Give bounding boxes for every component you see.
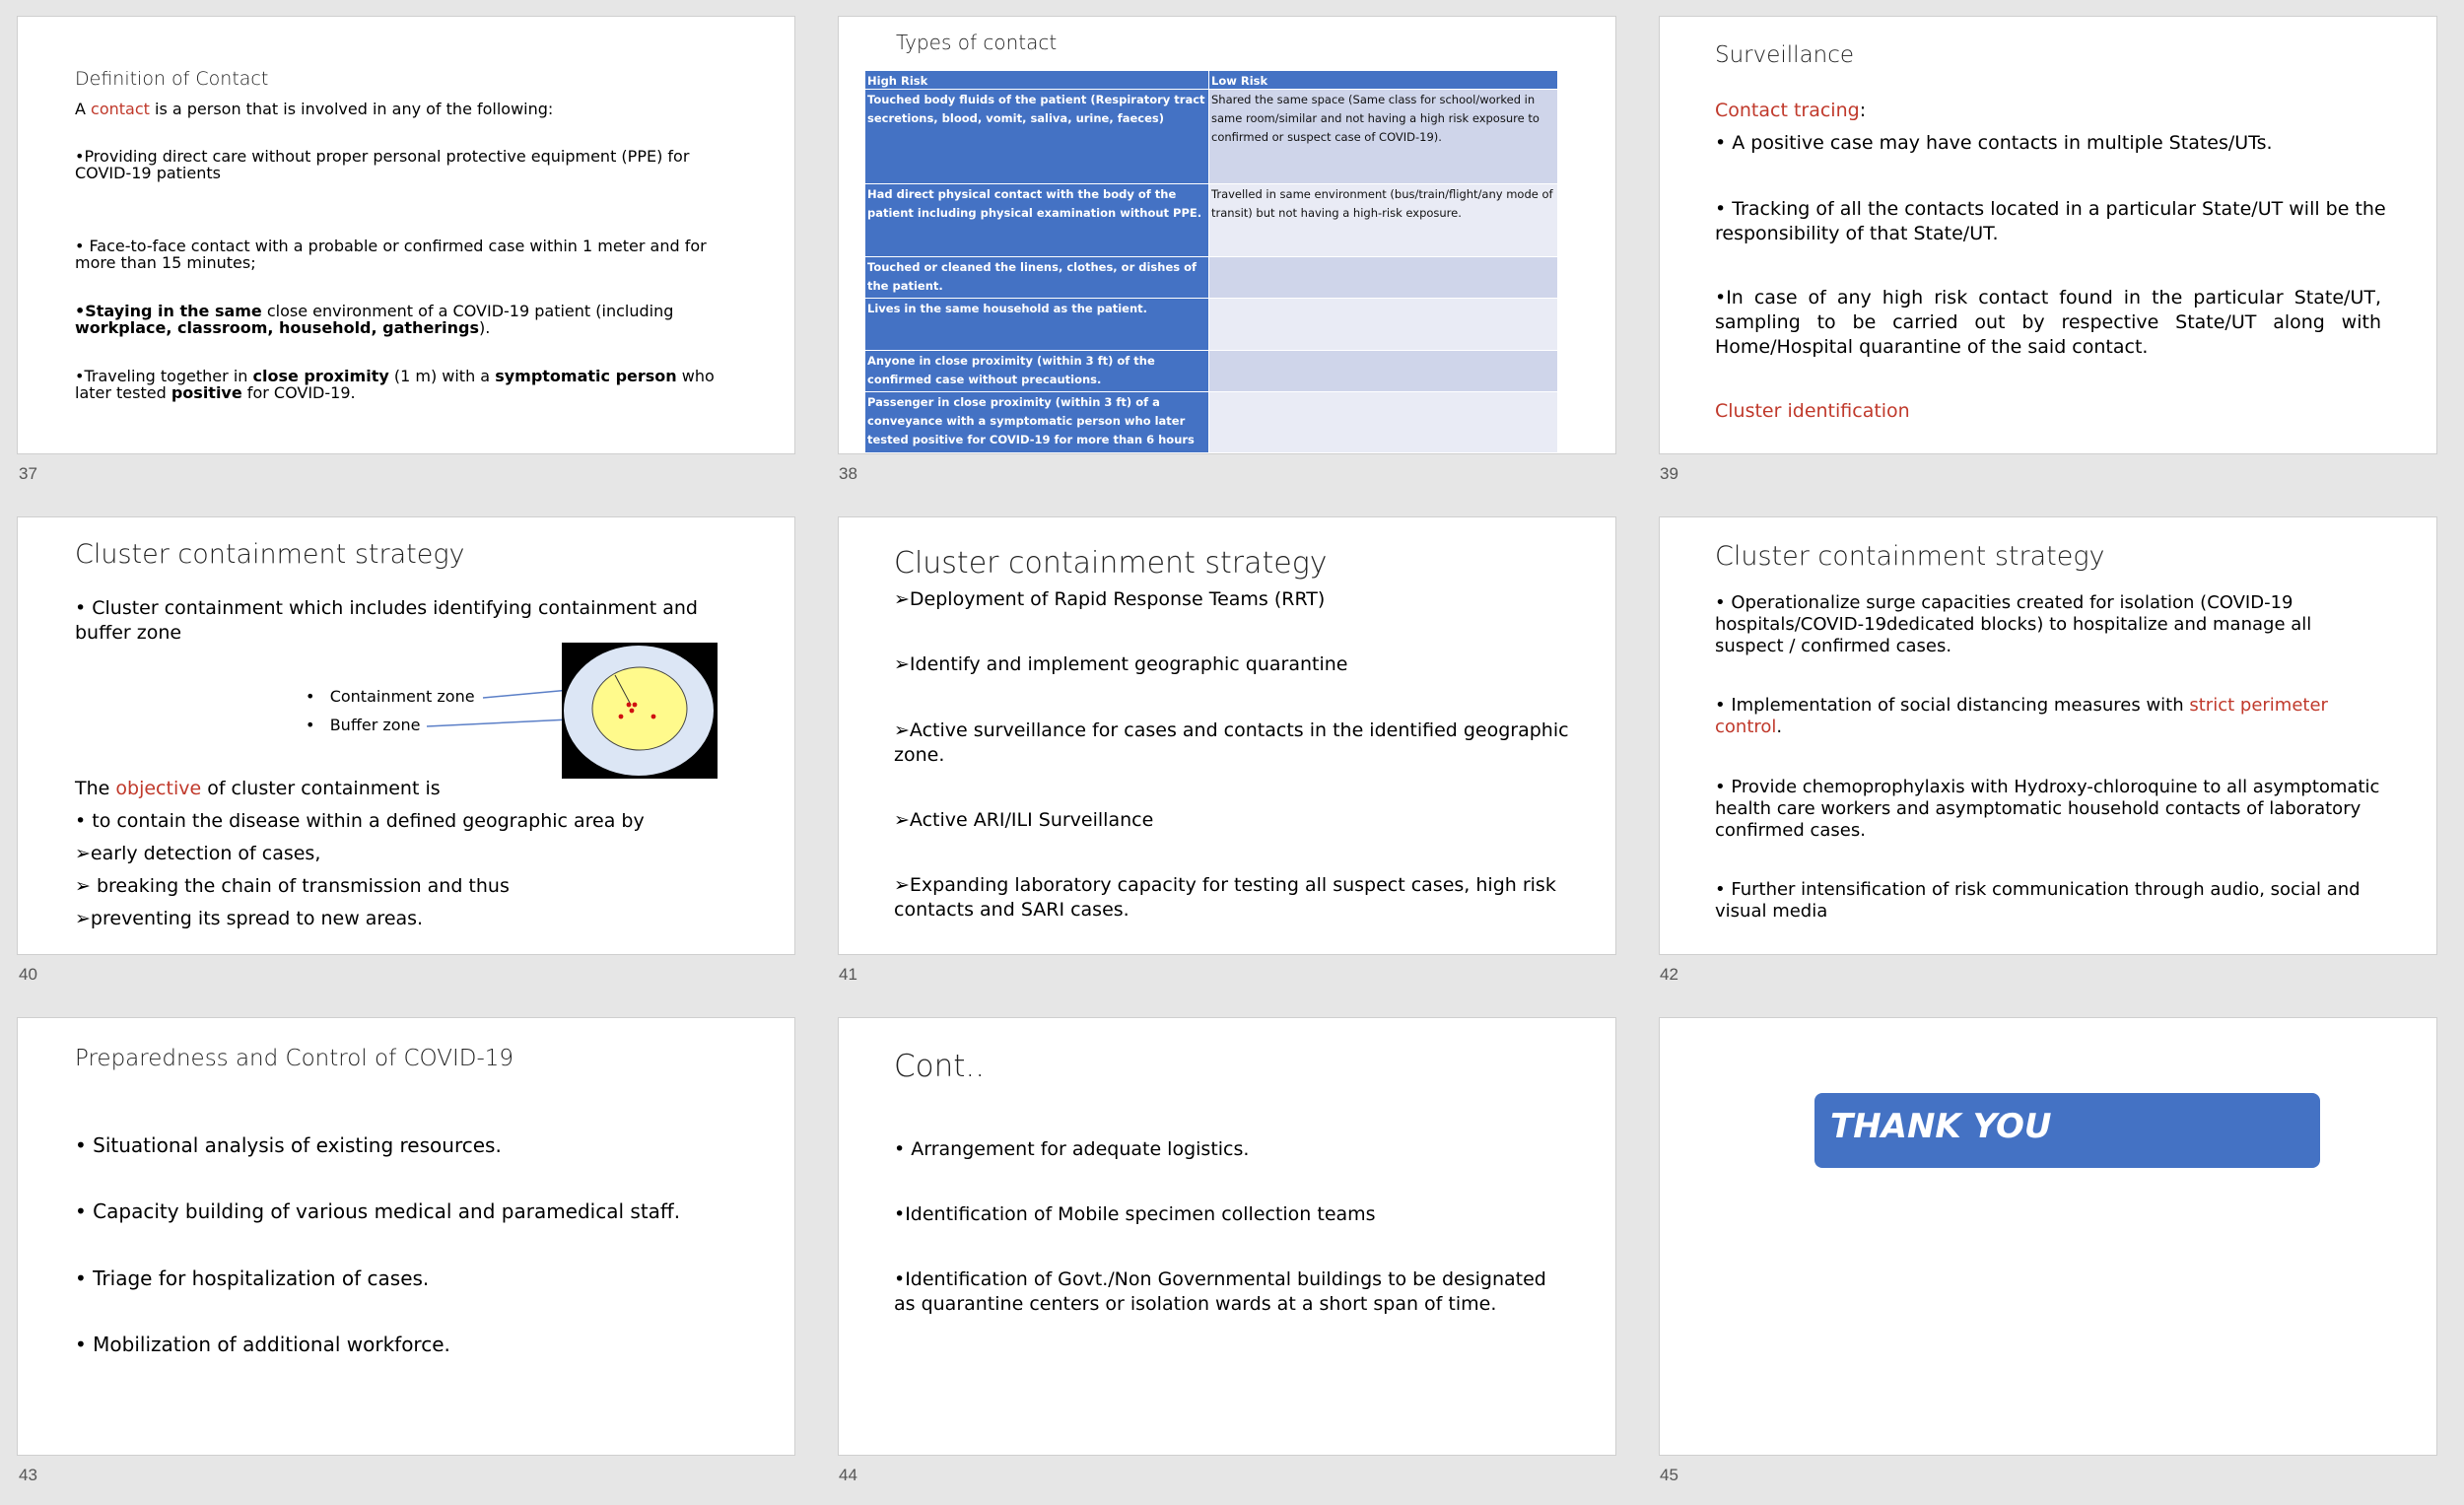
slide-number: 43	[19, 1466, 37, 1484]
column-header-low-risk: Low Risk	[1209, 71, 1557, 89]
slide-thumbnail-38[interactable]	[838, 16, 1616, 454]
slide-number: 39	[1660, 464, 1678, 483]
table-cell	[1209, 351, 1557, 391]
slide-bullet: • to contain the disease within a defined geographic area by	[75, 810, 645, 832]
slide-bullet: • Mobilization of additional workforce.	[75, 1333, 450, 1356]
slide-bullet: • Arrangement for adequate logistics.	[894, 1138, 1250, 1160]
slide-title: Surveillance	[1715, 42, 1855, 68]
table-cell: Had direct physical contact with the body of the patient including physical examination without PPE.	[865, 184, 1209, 256]
slide-title: Definition of Contact	[75, 68, 269, 90]
slide-bullet: ➢Active ARI/ILI Surveillance	[894, 809, 1154, 831]
table-row	[865, 256, 1557, 298]
slide-text: A contact is a person that is involved in any of the following:	[75, 100, 554, 118]
slide-subheading: Contact tracing:	[1715, 100, 1867, 121]
slide-subheading: Cluster identification	[1715, 400, 1910, 422]
slide-title: Cluster containment strategy	[1715, 541, 2105, 572]
slide-bullet: ➢Active surveillance for cases and contacts in the identified geographic zone.	[894, 719, 1569, 766]
slide-bullet: • Cluster containment which includes identifying containment and buffer zone	[75, 597, 698, 644]
table-cell: Anyone in close proximity (within 3 ft) of the confirmed case without precautions.	[865, 351, 1209, 391]
table-header	[865, 71, 1557, 89]
contact-risk-table	[865, 71, 1557, 452]
slide-number: 40	[19, 965, 37, 984]
table-cell	[1209, 299, 1557, 350]
slide-number: 45	[1660, 1466, 1678, 1484]
slide-number: 37	[19, 464, 37, 483]
slide-bullet: •Traveling together in close proximity (1 m) with a symptomatic person who later tested positive for COVID-19.	[75, 367, 715, 402]
slide-bullet: ➢Identify and implement geographic quarantine	[894, 653, 1348, 675]
table-row	[865, 391, 1557, 452]
thank-you-banner: THANK YOU	[1814, 1093, 2320, 1168]
slide-bullet: • A positive case may have contacts in multiple States/UTs.	[1715, 132, 2273, 154]
slide-bullet: ➢Deployment of Rapid Response Teams (RRT)	[894, 588, 1326, 610]
slide-bullet: •Identification of Mobile specimen collection teams	[894, 1203, 1376, 1225]
slide-title: Preparedness and Control of COVID-19	[75, 1046, 514, 1071]
slide-bullet: •Providing direct care without proper personal protective equipment (PPE) for COVID-19 patients	[75, 147, 690, 182]
slide-title: Cluster containment strategy	[75, 539, 465, 570]
table-cell: Passenger in close proximity (within 3 ft) of a conveyance with a symptomatic person who later tested positive for COVID-19 for more than 6 hours	[865, 392, 1209, 452]
slide-thumbnail-37[interactable]	[17, 16, 795, 454]
slide-bullet: •Identification of Govt./Non Governmental buildings to be designated as quarantine centers or isolation wards at a short span of time.	[894, 1268, 1546, 1315]
slide-bullet: • Further intensification of risk communication through audio, social and visual media	[1715, 879, 2361, 922]
slide-title: Cont..	[894, 1049, 986, 1084]
table-row	[865, 183, 1557, 256]
slide-bullet: • Situational analysis of existing resources.	[75, 1133, 502, 1157]
slide-thumbnail-41[interactable]	[838, 516, 1616, 955]
slide-bullet: • Face-to-face contact with a probable or confirmed case within 1 meter and for more than 15 minutes;	[75, 237, 707, 272]
slide-bullet: • Implementation of social distancing measures with strict perimeter control.	[1715, 695, 2328, 737]
slide-number: 44	[839, 1466, 857, 1484]
slide-thumbnail-39[interactable]	[1659, 16, 2437, 454]
slide-bullet: ➢preventing its spread to new areas.	[75, 908, 424, 929]
slide-bullet: • Capacity building of various medical and paramedical staff.	[75, 1199, 681, 1223]
slide-bullet: ➢ breaking the chain of transmission and thus	[75, 875, 510, 897]
slide-bullet: • Triage for hospitalization of cases.	[75, 1266, 430, 1290]
slide-title: Types of contact	[896, 31, 1058, 54]
table-cell: Touched body fluids of the patient (Respiratory tract secretions, blood, vomit, saliva, urine, faeces)	[865, 90, 1209, 183]
table-cell: Lives in the same household as the patient.	[865, 299, 1209, 350]
slide-thumbnail-40[interactable]	[17, 516, 795, 955]
column-header-high-risk: High Risk	[865, 71, 1209, 89]
slide-bullet: • Operationalize surge capacities created for isolation (COVID-19 hospitals/COVID-19dedicated blocks) to hospitalize and manage all suspect / confirmed cases.	[1715, 592, 2312, 656]
slide-number: 41	[839, 965, 857, 984]
slide-thumbnail-43[interactable]	[17, 1017, 795, 1456]
table-cell: Touched or cleaned the linens, clothes, or dishes of the patient.	[865, 257, 1209, 298]
table-cell	[1209, 257, 1557, 298]
table-row	[865, 89, 1557, 183]
table-row	[865, 298, 1557, 350]
slide-bullet: • Tracking of all the contacts located in a particular State/UT will be the responsibility of that State/UT.	[1715, 198, 2386, 244]
slide-bullet: ➢Expanding laboratory capacity for testing all suspect cases, high risk contacts and SARI cases.	[894, 874, 1556, 921]
slide-bullet: •Staying in the same close environment of a COVID-19 patient (including workplace, classroom, household, gatherings).	[75, 302, 674, 337]
slide-bullet: ➢early detection of cases,	[75, 843, 321, 864]
table-row	[865, 350, 1557, 391]
slide-thumbnail-42[interactable]	[1659, 516, 2437, 955]
table-cell: Travelled in same environment (bus/train/flight/any mode of transit) but not having a high-risk exposure.	[1209, 184, 1557, 256]
zone-label-buffer: • Buffer zone	[306, 716, 421, 734]
slide-thumbnail-45[interactable]	[1659, 1017, 2437, 1456]
table-cell: Shared the same space (Same class for school/worked in same room/similar and not having a high risk exposure to confirmed or suspect case of COVID-19).	[1209, 90, 1557, 183]
table-cell	[1209, 392, 1557, 452]
slide-text: The objective of cluster containment is	[75, 778, 441, 799]
slide-title: Cluster containment strategy	[894, 546, 1328, 581]
slide-bullet: • Provide chemoprophylaxis with Hydroxy-chloroquine to all asymptomatic health care workers and asymptomatic household contacts of laboratory confirmed cases.	[1715, 777, 2380, 841]
slide-number: 42	[1660, 965, 1678, 984]
zone-label-containment: • Containment zone	[306, 687, 475, 706]
slide-bullet: •In case of any high risk contact found in the particular State/UT, sampling to be carried out by respective State/UT along with Home/Hospital quarantine of the said contact.	[1715, 287, 2381, 358]
slide-number: 38	[839, 464, 857, 483]
slide-thumbnail-44[interactable]	[838, 1017, 1616, 1456]
